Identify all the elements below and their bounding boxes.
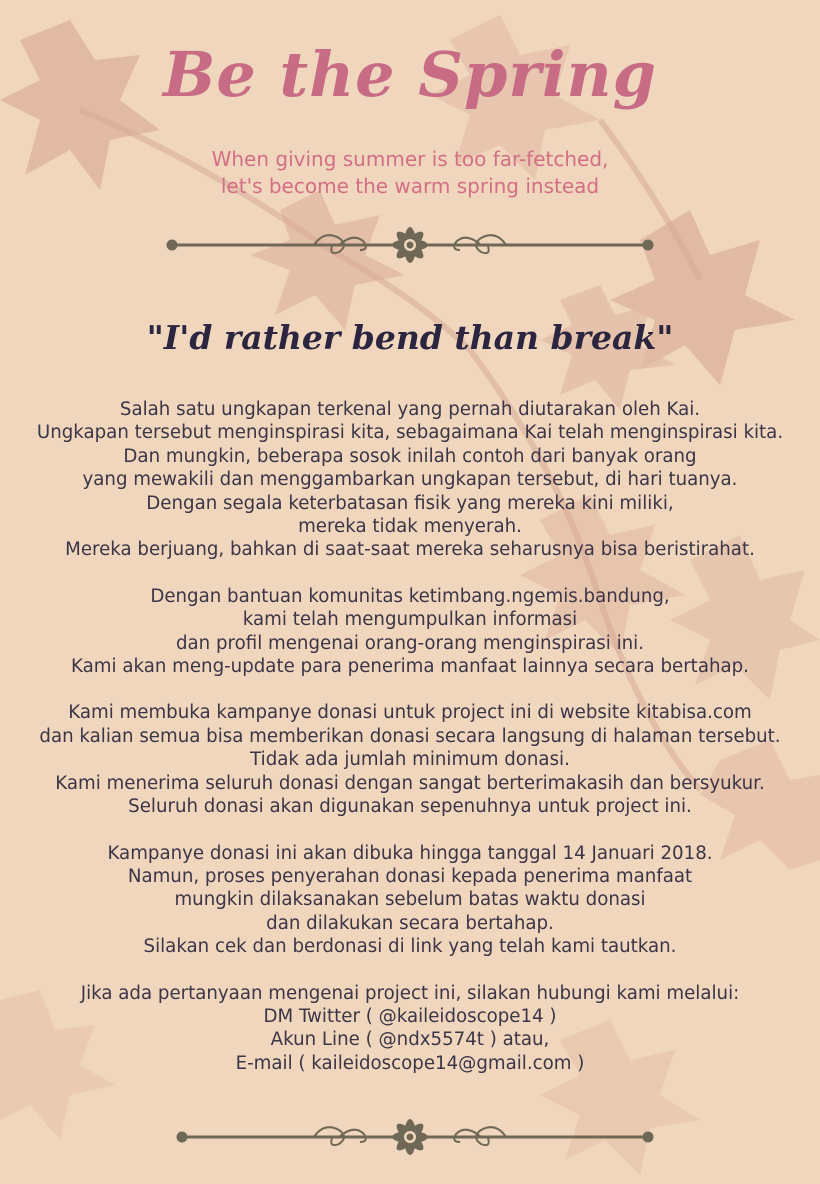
paragraph	[0, 585, 820, 679]
line-contact: Akun Line ( @ndx5574t ) atau,	[270, 1029, 550, 1051]
poster-subtitle	[0, 146, 820, 200]
text-line: dan kalian semua bisa memberikan donasi secara langsung di halaman tersebut.	[39, 725, 781, 747]
divider-end-dot	[643, 240, 653, 250]
twitter-contact: DM Twitter ( @kaileidoscope14 )	[263, 1005, 557, 1027]
body-text	[0, 398, 820, 1098]
text-line: Dan mungkin, beberapa sosok inilah contoh dari banyak orang	[123, 445, 697, 467]
flower-icon	[392, 1119, 428, 1155]
text-line: Kami menerima seluruh donasi dengan sangat berterimakasih dan bersyukur.	[55, 772, 765, 794]
paragraph	[0, 701, 820, 818]
text-line: Kami akan meng-update para penerima manfaat lainnya secara bertahap.	[71, 656, 749, 678]
text-line: Kampanye donasi ini akan dibuka hingga tanggal 14 Januari 2018.	[107, 842, 713, 864]
text-line: mereka tidak menyerah.	[298, 516, 522, 538]
text-line: Seluruh donasi akan digunakan sepenuhnya untuk project ini.	[128, 796, 692, 818]
text-line: Tidak ada jumlah minimum donasi.	[250, 749, 570, 771]
text-line: Dengan segala keterbatasan fisik yang mereka kini miliki,	[146, 492, 674, 514]
divider-end-dot	[643, 1132, 653, 1142]
text-line: dan dilakukan secara bertahap.	[266, 912, 554, 934]
paragraph	[0, 398, 820, 562]
text-line: kami telah mengumpulkan informasi	[242, 609, 578, 631]
text-line: Ungkapan tersebut menginspirasi kita, sebagaimana Kai telah menginspirasi kita.	[36, 422, 784, 444]
text-line: Jika ada pertanyaan mengenai project ini, silakan hubungi kami melalui:	[80, 982, 740, 1004]
text-line: mungkin dilaksanakan sebelum batas waktu donasi	[174, 889, 646, 911]
text-line: yang mewakili dan menggambarkan ungkapan tersebut, di hari tuanya.	[82, 469, 738, 491]
flower-icon	[392, 227, 428, 263]
paragraph-contact	[0, 982, 820, 1076]
ornament-divider-bottom	[164, 1112, 656, 1162]
text-line: dan profil mengenai orang-orang menginspirasi ini.	[175, 632, 645, 654]
email-contact: E-mail ( kaileidoscope14@gmail.com )	[235, 1052, 585, 1074]
subtitle-line: let's become the warm spring instead	[220, 174, 600, 198]
text-line: Dengan bantuan komunitas ketimbang.ngemis.bandung,	[150, 585, 670, 607]
ornament-divider-top	[164, 220, 656, 270]
subtitle-line: When giving summer is too far-fetched,	[211, 147, 609, 171]
text-line: Mereka berjuang, bahkan di saat-saat mereka seharusnya bisa beristirahat.	[65, 539, 755, 561]
text-line: Silakan cek dan berdonasi di link yang telah kami tautkan.	[143, 936, 677, 958]
featured-quote: "I'd rather bend than break"	[146, 318, 674, 357]
text-line: Namun, proses penyerahan donasi kepada penerima manfaat	[127, 865, 693, 887]
paragraph	[0, 842, 820, 959]
text-line: Kami membuka kampanye donasi untuk project ini di website kitabisa.com	[68, 702, 752, 724]
poster-title: Be the Spring	[163, 38, 657, 111]
text-line: Salah satu ungkapan terkenal yang pernah diutarakan oleh Kai.	[119, 399, 701, 420]
